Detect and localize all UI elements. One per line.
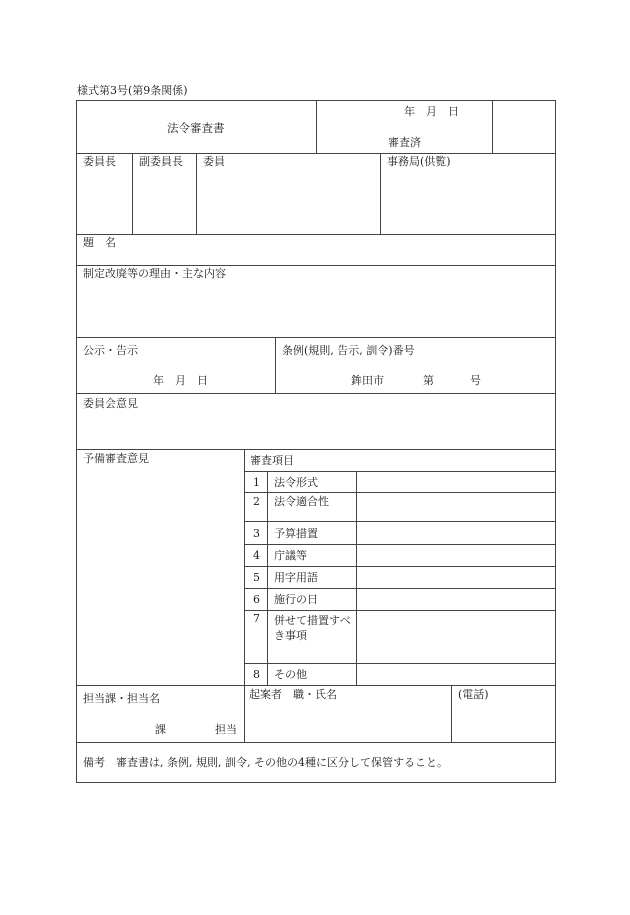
reason-label: 制定改廃等の理由・主な内容 <box>83 267 226 280</box>
chair-label: 委員長 <box>83 155 116 168</box>
row-divider <box>76 265 556 266</box>
col-divider <box>492 100 493 153</box>
responsible-dept-label: 担当課・担当名 <box>83 692 160 705</box>
item-label: 法令適合性 <box>274 495 329 508</box>
item-label: 用字用語 <box>274 571 318 584</box>
col-divider <box>132 153 133 234</box>
item-label: その他 <box>274 668 307 681</box>
item-number: 2 <box>253 495 260 508</box>
remarks-text: 備考 審査書は, 条例, 規則, 訓令, その他の4種に区分して保管すること。 <box>83 756 448 769</box>
form-number-label: 様式第3号(第9条関係) <box>77 84 188 97</box>
item-label: 庁議等 <box>274 549 307 562</box>
item-divider <box>244 471 556 472</box>
publication-date: 年 月 日 <box>153 374 208 387</box>
committee-opinion-label: 委員会意見 <box>83 397 138 410</box>
row-divider <box>76 393 556 394</box>
col-divider <box>244 449 245 742</box>
review-date: 年 月 日 <box>404 105 459 118</box>
subject-label: 題 名 <box>83 236 116 249</box>
form-frame <box>76 100 556 783</box>
phone-label: (電話) <box>458 688 489 701</box>
row-divider <box>76 153 556 154</box>
item-number: 7 <box>253 612 260 625</box>
col-divider <box>380 153 381 234</box>
vice-chair-label: 副委員長 <box>139 155 183 168</box>
review-items-header: 審査項目 <box>250 454 294 467</box>
row-divider <box>76 337 556 338</box>
item-divider <box>244 544 556 545</box>
tanto-label: 担当 <box>215 723 237 736</box>
item-divider <box>244 588 556 589</box>
ka-label: 課 <box>155 723 166 736</box>
col-divider <box>196 153 197 234</box>
col-divider <box>451 685 452 742</box>
item-number: 3 <box>253 527 260 540</box>
col-divider <box>316 100 317 153</box>
number-dai: 第 <box>423 374 434 387</box>
ordinance-number-label: 条例(規則, 告示, 訓令)番号 <box>282 344 415 357</box>
row-divider <box>76 234 556 235</box>
city-name: 鉾田市 <box>351 374 384 387</box>
col-divider <box>275 337 276 393</box>
drafter-label: 起案者 職・氏名 <box>249 688 337 701</box>
number-go: 号 <box>470 374 481 387</box>
item-number: 8 <box>253 668 260 681</box>
col-divider <box>267 471 268 685</box>
form-title: 法令審査書 <box>167 121 225 135</box>
item-number: 4 <box>253 549 260 562</box>
row-divider <box>76 685 556 686</box>
item-label: 法令形式 <box>274 476 318 489</box>
item-label: 予算措置 <box>274 527 318 540</box>
item-number: 5 <box>253 571 260 584</box>
publication-label: 公示・告示 <box>83 344 138 357</box>
member-label: 委員 <box>203 155 225 168</box>
row-divider <box>76 742 556 743</box>
item-number: 6 <box>253 593 260 606</box>
item-divider <box>244 610 556 611</box>
col-divider <box>356 471 357 685</box>
item-divider <box>244 492 556 493</box>
item-divider <box>244 663 556 664</box>
item-divider <box>244 521 556 522</box>
item-divider <box>244 566 556 567</box>
secretariat-label: 事務局(供覧) <box>387 155 451 168</box>
reviewed-label: 審査済 <box>388 136 421 149</box>
item-number: 1 <box>253 476 260 489</box>
preliminary-opinion-label: 予備審査意見 <box>83 452 149 465</box>
item-label: 併せて措置すべき事項 <box>274 614 351 642</box>
row-divider <box>76 449 556 450</box>
item-label: 施行の日 <box>274 593 318 606</box>
